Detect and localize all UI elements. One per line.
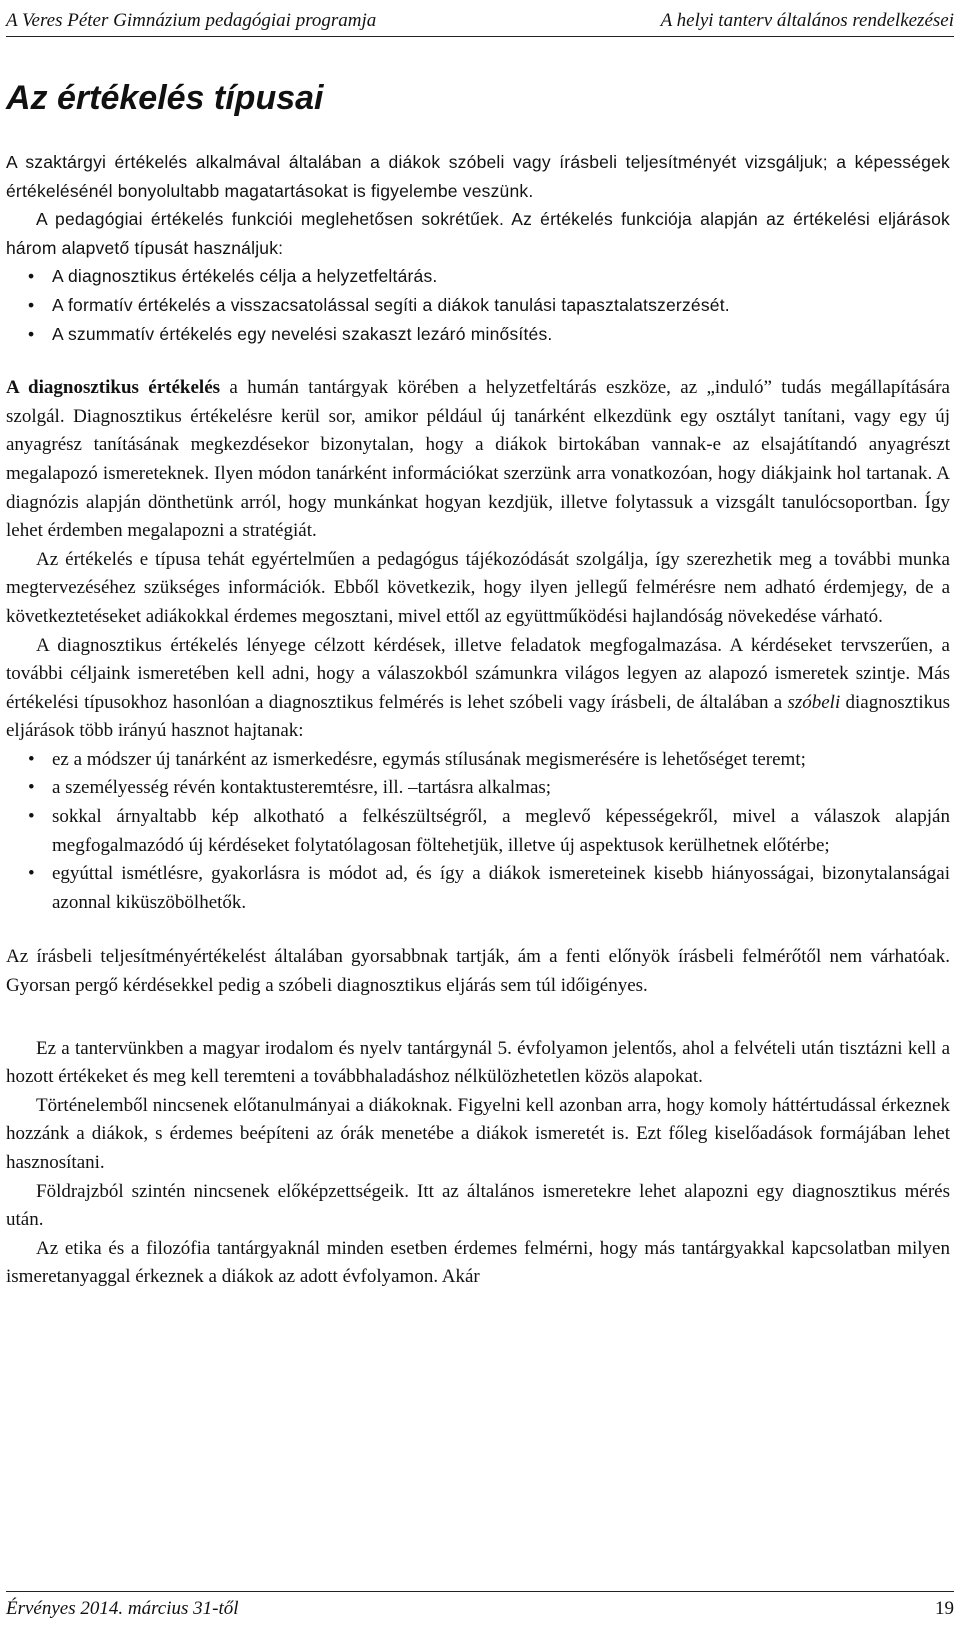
validity-date: Érvényes 2014. március 31-től xyxy=(6,1598,239,1619)
list-item: • A diagnosztikus értékelés célja a helyzetfeltárás. xyxy=(6,262,950,291)
list-item: • egyúttal ismétlésre, gyakorlásra is módot ad, és így a diákok ismereteinek kisebb hiányosságai, bizonytalanságai azonnal kiküszöbölhetők. xyxy=(6,860,950,917)
bullet-icon: • xyxy=(28,748,35,770)
oral-benefits-list xyxy=(6,746,950,918)
bullet-icon: • xyxy=(28,806,35,828)
header-right-title: A helyi tanterv általános rendelkezései xyxy=(660,10,954,31)
diagnostic-lead: A diagnosztikus értékelés xyxy=(6,377,221,399)
diagnostic-paragraph-2: Az értékelés e típusa tehát egyértelműen a pedagógus tájékozódását szolgálja, így szerezhetik meg a további munka megtervezéséhez szükséges információk. Ebből következik, hogy ilyen jellegű felmérésre nem adható érdemjegy, de a következtetéseket adiákokkal érdemes megosztani, mivel ettől az együttműködési hajlandóság növekedése várható. xyxy=(6,548,950,627)
list-item: • sokkal árnyaltabb kép alkotható a felkészültségről, a meglevő képességekről, mivel a válaszok alapján megfogalmazódó új kérdéseket folytatólagosan föltehetjük, illetve új aspektusok kerülhetnek előtérbe; xyxy=(6,803,950,860)
bullet-icon: • xyxy=(28,777,35,799)
bullet-icon: • xyxy=(28,323,35,344)
oral-emphasis: szóbeli xyxy=(787,691,841,713)
list-item: • a személyesség révén kontaktusteremtésre, ill. –tartásra alkalmas; xyxy=(6,774,950,803)
page-number: 19 xyxy=(935,1598,954,1619)
intro-paragraph-2: A pedagógiai értékelés funkciói meglehetősen sokrétűek. Az értékelés funkciója alapján az értékelési eljárások három alapvető típusát használjuk: xyxy=(6,209,950,258)
header-left-title: A Veres Péter Gimnázium pedagógiai programja xyxy=(6,10,377,31)
intro-paragraph-1: A szaktárgyi értékelés alkalmával általában a diákok szóbeli vagy írásbeli teljesítményét vizsgáljuk; a képességek értékelésénél bonyolultabb magatartásokat is figyelembe veszünk. xyxy=(6,152,950,201)
page-title: Az értékelés típusai xyxy=(6,79,324,117)
bullet-icon: • xyxy=(28,294,35,315)
subject-paragraph-geography: Földrajzból szintén nincsenek előképzettségeik. Itt az általános ismeretekre lehet alapozni egy diagnosztikus mérés után. xyxy=(6,1180,950,1231)
page-header xyxy=(6,4,954,37)
bullet-icon: • xyxy=(28,266,35,287)
page-content xyxy=(6,70,950,1292)
written-assessment-paragraph: Az írásbeli teljesítményértékelést általában gyorsabbnak tartják, ám a fenti előnyök írásbeli felmérőtől nem várhatóak. Gyorsan pergő kérdésekkel pedig a szóbeli diagnosztikus eljárás sem túl időigényes. xyxy=(6,946,950,997)
subject-paragraph-history: Történelemből nincsenek előtanulmányai a diákoknak. Figyelni kell azonban arra, hogy komoly háttértudással érkeznek hozzánk a diákok, s érdemes beépíteni az órák menetébe a diákok ismeretét is. Ezt főleg kiselőadások formájában lehet hasznosítani. xyxy=(6,1094,950,1173)
evaluation-types-list xyxy=(6,262,950,348)
diagnostic-paragraph-1: A diagnosztikus értékelés a humán tantárgyak körében a helyzetfeltárás eszköze, az „induló” tudás megállapítására szolgál. Diagnosztikus értékelésre kerül sor, amikor például új tanárként elkezdünk egy osztályt tanítani, vagy egy új anyagrész tanításának megkezdésekor bizonytalan, hogy a diákok birtokában vannak-e az elsajátítandó anyagrészt megalapozó ismereteknek. Ilyen módon tanárként információkat szerzünk arra vonatkozóan, hogy diákjaink hol tartanak. A diagnózis alapján dönthetünk arról, hogy munkánkat hogyan kezdjük, illetve folytassuk a vizsgált tanulócsoportban. Így lehet érdemben megalapozni a stratégiát. xyxy=(6,377,950,542)
diagnostic-paragraph-3: A diagnosztikus értékelés lényege célzott kérdések, illetve feladatok megfogalmazása. A kérdéseket tervszerűen, a további céljaink ismeretében kell adni, hogy a válaszokból számunkra világos legyen az alapozó ismeretek szintje. Más értékelési típusokhoz hasonlóan a diagnosztikus felmérés is lehet szóbeli vagy írásbeli, de általában a szóbeli diagnosztikus eljárások több irányú hasznot hajtanak: xyxy=(6,634,950,742)
subject-paragraph-hungarian: Ez a tantervünkben a magyar irodalom és nyelv tantárgynál 5. évfolyamon jelentős, ahol a felvételi után tisztázni kell a hozott értékeket és meg kell teremteni a továbbhaladáshoz nélkülözhetetlen közös alapokat. xyxy=(6,1037,950,1088)
page-footer xyxy=(6,1591,954,1624)
list-item: • A szummatív értékelés egy nevelési szakaszt lezáró minősítés. xyxy=(6,320,950,349)
intro-section xyxy=(6,148,950,348)
bullet-icon: • xyxy=(28,863,35,885)
subject-paragraph-ethics: Az etika és a filozófia tantárgyaknál minden esetben érdemes felmérni, hogy más tantárgyakkal kapcsolatban milyen ismeretanyaggal érkeznek a diákok az adott évfolyamon. Akár xyxy=(6,1237,950,1288)
list-item: • ez a módszer új tanárként az ismerkedésre, egymás stílusának megismerésére is lehetőséget teremt; xyxy=(6,746,950,775)
list-item: • A formatív értékelés a visszacsatolással segíti a diákok tanulási tapasztalatszerzését. xyxy=(6,291,950,320)
